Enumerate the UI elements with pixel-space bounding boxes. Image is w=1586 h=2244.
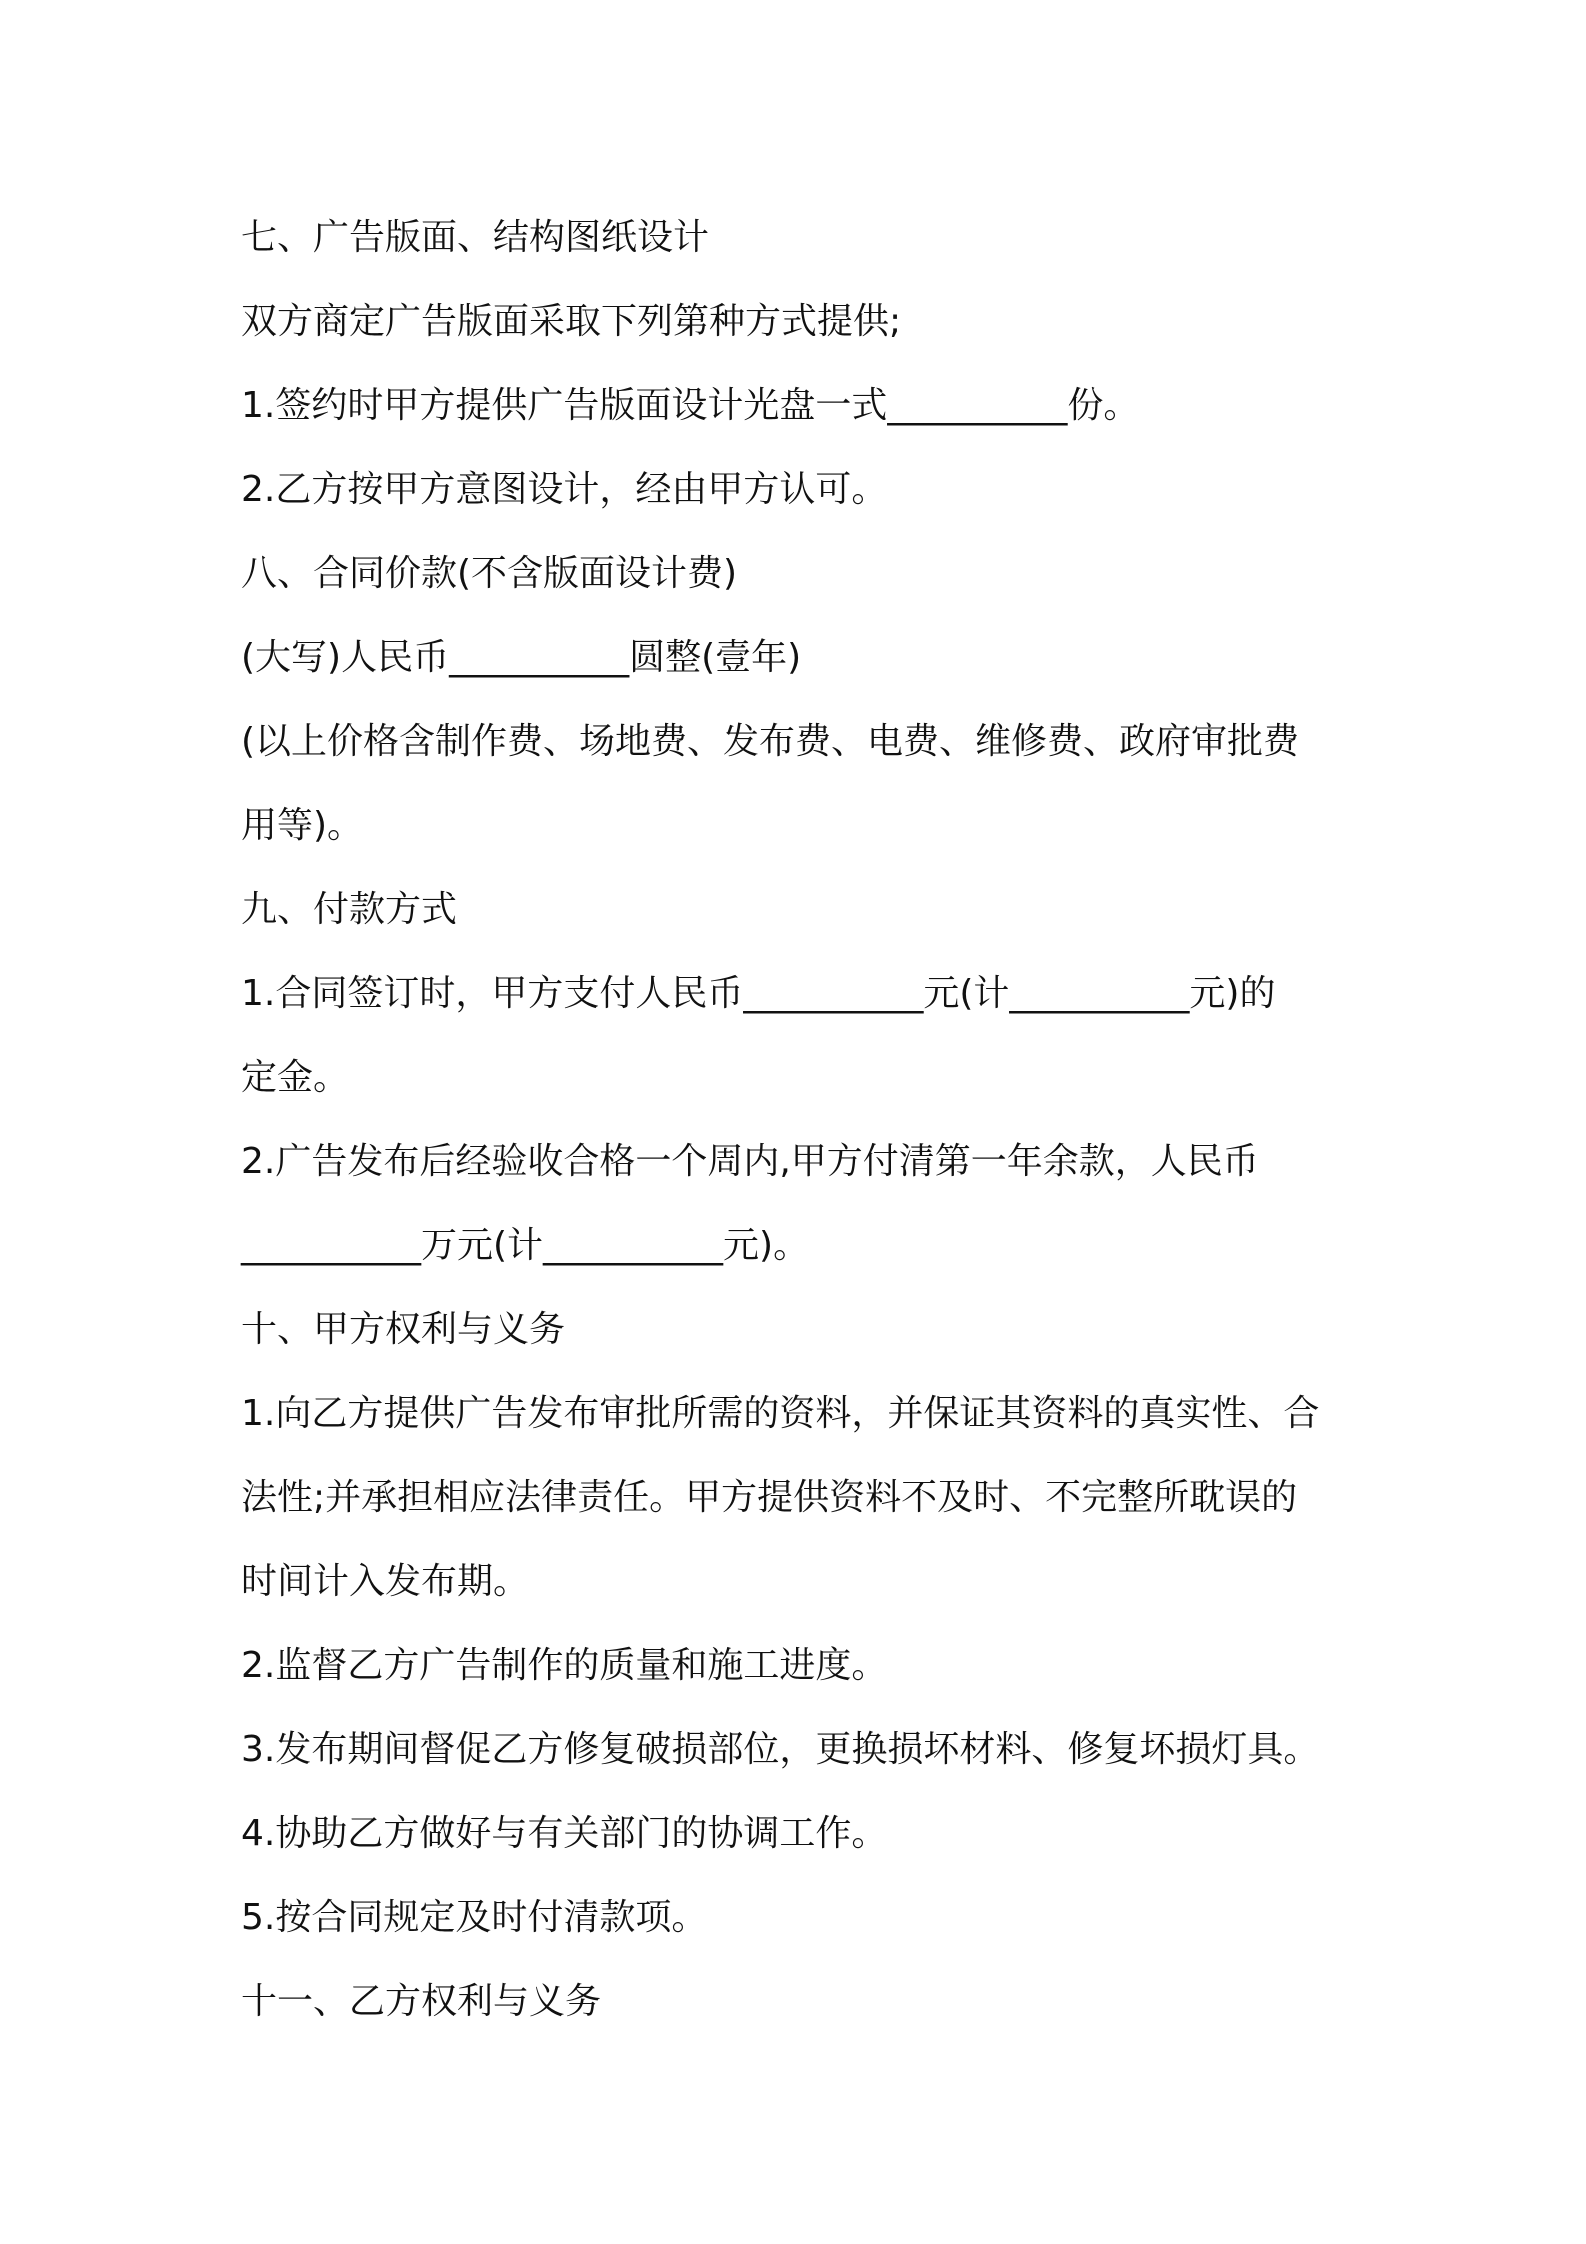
list-item: 2.监督乙方广告制作的质量和施工进度。 (241, 1645, 888, 1686)
list-item: __________万元(计__________元)。 (241, 1225, 810, 1266)
section-heading-8: 八、合同价款(不含版面设计费) (241, 553, 738, 594)
paragraph: (以上价格含制作费、场地费、发布费、电费、维修费、政府审批费 (241, 721, 1300, 762)
section-heading-10: 十、甲方权利与义务 (241, 1309, 566, 1350)
list-item: 4.协助乙方做好与有关部门的协调工作。 (241, 1813, 888, 1854)
list-item: 1.签约时甲方提供广告版面设计光盘一式__________份。 (241, 385, 1140, 426)
list-item: 2.乙方按甲方意图设计，经由甲方认可。 (241, 469, 888, 510)
list-item: 2.广告发布后经验收合格一个周内,甲方付清第一年余款，人民币 (241, 1141, 1259, 1182)
list-item: 5.按合同规定及时付清款项。 (241, 1897, 708, 1938)
paragraph: 双方商定广告版面采取下列第种方式提供; (241, 301, 902, 342)
list-item: 1.合同签订时，甲方支付人民币__________元(计__________元)的 (241, 973, 1276, 1014)
list-item: 定金。 (241, 1057, 350, 1098)
section-heading-7: 七、广告版面、结构图纸设计 (241, 217, 710, 258)
list-item: 3.发布期间督促乙方修复破损部位，更换损坏材料、修复坏损灯具。 (241, 1729, 1320, 1770)
list-item: 1.向乙方提供广告发布审批所需的资料，并保证其资料的真实性、合 (241, 1393, 1320, 1434)
paragraph: (大写)人民币__________圆整(壹年) (241, 637, 802, 678)
list-item: 法性;并承担相应法律责任。甲方提供资料不及时、不完整所耽误的 (241, 1477, 1298, 1518)
list-item: 时间计入发布期。 (241, 1561, 530, 1602)
paragraph: 用等)。 (241, 805, 364, 846)
section-heading-9: 九、付款方式 (241, 889, 458, 930)
section-heading-11: 十一、乙方权利与义务 (241, 1981, 602, 2022)
document-body (241, 196, 1351, 2044)
